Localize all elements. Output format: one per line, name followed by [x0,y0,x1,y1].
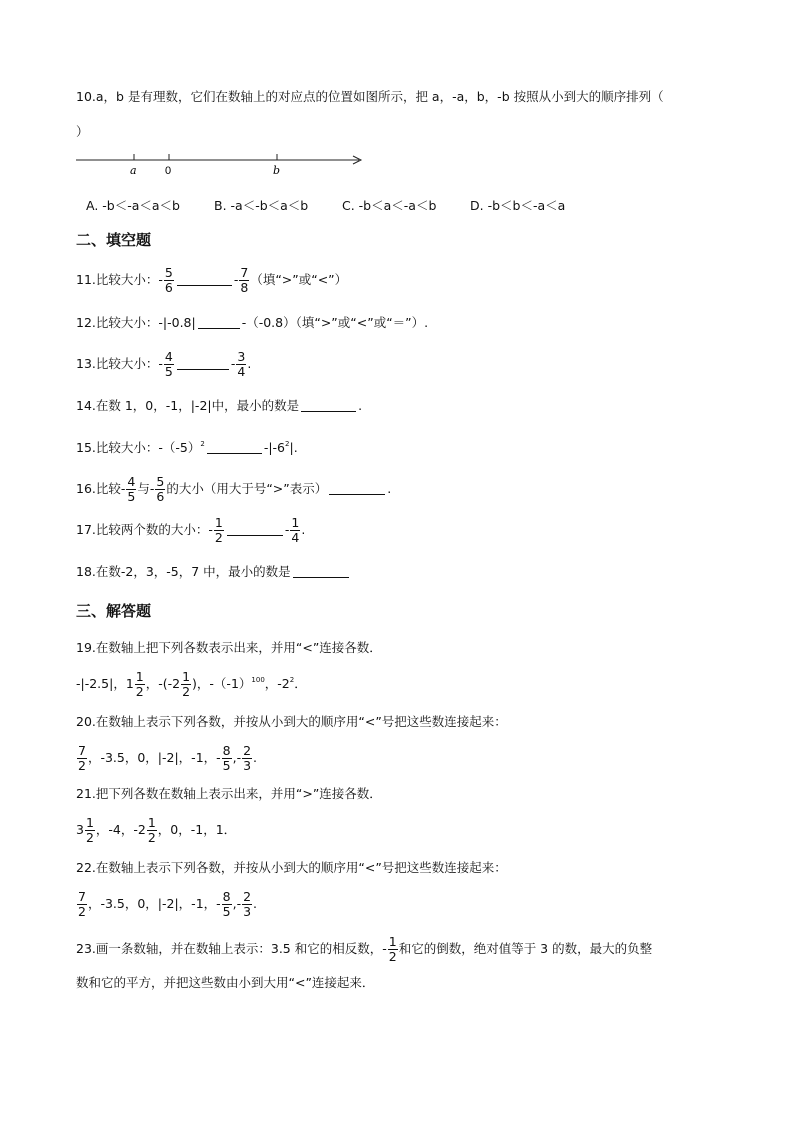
question-23-line-2: 数和它的平方，并把这些数由小到大用“<”连接起来． [76,975,375,990]
q17-suffix: . [301,521,306,537]
q15-prefix: 15.比较大小：-（-5） [76,440,201,455]
q19-exponent-2: 2 [289,675,295,684]
q16-f1-den: 5 [127,488,136,504]
q20-f2-den: 5 [222,757,231,773]
q19-f2-den: 2 [182,683,191,699]
q16-mid: 与- [137,480,155,496]
question-17 [76,516,305,545]
q13-f1-num: 4 [164,349,173,364]
section-3-title: 三、解答题 [76,602,152,620]
q13-fraction-2 [236,350,246,379]
q16-end: . [387,480,392,496]
question-21-numbers [76,816,236,845]
q12-prefix: 12.比较大小：-|-0.8| [76,315,196,330]
q16-answer-blank[interactable] [329,493,385,495]
q19-f2-num: 1 [182,669,191,684]
q16-fraction-2 [155,475,165,504]
option-b: B. -a＜-b＜a＜b [214,198,309,213]
q20-part-1: ，-3.5，0，|-2|，-1，- [87,749,221,765]
q19-f1-num: 1 [135,669,144,684]
q11-f2-den: 8 [240,279,249,295]
q15-mid: -|-6 [263,440,286,455]
q19-part-4: ，-2 [264,675,290,691]
q21-f2-den: 2 [147,829,156,845]
number-line-figure [76,148,376,178]
q22-f2-num: 8 [222,889,231,904]
question-16 [76,475,391,504]
q21-f1-den: 2 [85,829,94,845]
question-20-numbers [76,744,257,773]
option-a: A. -b＜-a＜a＜b [86,198,180,213]
q21-fraction-2 [147,816,157,845]
q20-part-2: ,- [232,749,242,765]
q12-answer-blank[interactable] [198,327,240,329]
option-d: D. -b＜b＜-a＜a [470,198,566,213]
q18-prefix: 18.在数-2，3，-5，7 中，最小的数是 [76,564,291,579]
q11-fraction-1 [164,266,174,295]
q13-prefix: 13.比较大小：- [76,355,163,371]
q21-f1-num: 1 [85,815,94,830]
q11-f1-den: 6 [164,279,173,295]
q20-f2-num: 8 [222,743,231,758]
q22-part-3: . [253,895,258,911]
question-11 [76,266,347,295]
question-22-numbers [76,890,257,919]
q20-part-3: . [253,749,258,765]
q11-fraction-2 [239,266,249,295]
q17-f2-den: 4 [291,529,300,545]
question-22-stem: 22.在数轴上表示下列各数，并按从小到大的顺序用“<”号把这些数连接起来： [76,860,507,875]
option-c: C. -b＜a＜-a＜b [342,198,437,213]
q19-exponent-1: 100 [251,675,265,684]
q13-f2-num: 3 [237,349,246,364]
q22-part-2: ,- [232,895,242,911]
q22-f1-num: 7 [78,889,86,904]
q21-part-1: 3 [76,821,84,837]
question-18 [76,566,351,579]
q22-f3-den: 3 [243,903,252,919]
q22-f1-den: 2 [78,903,86,919]
q21-part-2: ，-4，-2 [95,821,146,837]
question-20-stem: 20.在数轴上表示下列各数，并按从小到大的顺序用“<”号把这些数连接起来： [76,714,507,729]
q14-prefix: 14.在数 1，0，-1，|-2|中，最小的数是 [76,398,300,413]
label-zero: 0 [165,165,172,177]
q17-f1-num: 1 [214,515,223,530]
q14-answer-blank[interactable] [301,410,356,412]
q13-f2-den: 4 [237,363,246,379]
q15-exponent-1: 2 [200,440,205,448]
q20-f1-num: 7 [78,743,86,758]
q19-fraction-2 [181,670,191,699]
q19-part-3: )，-（-1） [192,675,252,691]
q18-answer-blank[interactable] [293,576,349,578]
q11-mid: - [233,271,239,287]
question-10-stem-end: ） [76,124,89,139]
q16-suffix: 的大小（用大于号“>”表示） [166,480,328,496]
question-10-stem: 10.a，b 是有理数，它们在数轴上的对应点的位置如图所示，把 a，-a，b，-b 按照从小到大的顺序排列（ [76,89,664,104]
q16-f1-num: 4 [127,474,136,489]
question-19-stem: 19.在数轴上把下列各数表示出来，并用“<”连接各数． [76,640,382,655]
q20-fraction-2 [222,744,232,773]
question-13 [76,350,251,379]
q20-f3-den: 3 [243,757,252,773]
q22-f3-num: 2 [243,889,252,904]
q17-fraction-1 [214,516,224,545]
q22-fraction-2 [222,890,232,919]
q17-prefix: 17.比较两个数的大小：- [76,521,213,537]
q11-f1-num: 5 [164,265,173,280]
q16-f2-num: 5 [156,474,165,489]
q14-suffix: . [358,398,363,413]
q23-f-num: 1 [388,934,397,949]
q11-suffix: （填“>”或“<”） [250,271,348,287]
q12-suffix: -（-0.8）（填“>”或“<”或“＝”）. [241,315,429,330]
section-2-title: 二、填空题 [76,231,152,249]
label-a: a [130,164,137,177]
q15-answer-blank[interactable] [207,452,262,454]
question-14 [76,400,362,413]
q11-f2-num: 7 [240,265,249,280]
q20-fraction-1 [77,744,87,773]
q19-f1-den: 2 [135,683,144,699]
q13-fraction-1 [164,350,174,379]
q15-exponent-2: 2 [285,440,290,448]
q11-answer-blank[interactable] [177,284,232,286]
q13-f1-den: 5 [164,363,173,379]
q17-answer-blank[interactable] [227,534,283,536]
q17-f2-num: 1 [291,515,300,530]
q21-fraction-1 [85,816,95,845]
q13-answer-blank[interactable] [177,368,229,370]
q15-suffix: |. [289,440,298,455]
q13-mid: - [230,355,236,371]
q23-fraction [388,935,398,964]
question-19-numbers [76,670,307,699]
q16-f2-den: 6 [156,488,165,504]
q21-f2-num: 1 [147,815,156,830]
q20-fraction-3 [242,744,252,773]
q19-part-1: -|-2.5|，1 [76,675,134,691]
q19-part-2: ，-(-2 [145,675,181,691]
q16-prefix: 16.比较- [76,480,126,496]
q19-fraction-1 [135,670,145,699]
q20-f1-den: 2 [78,757,86,773]
q23-part-1: 23.画一条数轴，并在数轴上表示：3.5 和它的相反数，- [76,940,387,956]
q23-part-2: 和它的倒数，绝对值等于 3 的数，最大的负整 [398,940,653,956]
q13-suffix: . [247,355,252,371]
q22-fraction-1 [77,890,87,919]
question-23-line-1 [76,935,652,964]
q22-fraction-3 [242,890,252,919]
label-b: b [273,164,281,177]
question-15 [76,441,298,455]
q22-part-1: ，-3.5，0，|-2|，-1，- [87,895,221,911]
q22-f2-den: 5 [222,903,231,919]
q17-fraction-2 [290,516,300,545]
q17-mid: - [284,521,290,537]
q17-f1-den: 2 [214,529,223,545]
q11-prefix: 11.比较大小：- [76,271,163,287]
q23-f-den: 2 [388,948,397,964]
question-12 [76,317,428,330]
question-21-stem: 21.把下列各数在数轴上表示出来，并用“>”连接各数． [76,786,382,801]
q21-part-3: ，0，-1，1． [157,821,237,837]
q20-f3-num: 2 [243,743,252,758]
q19-part-5: ． [294,675,307,691]
q16-fraction-1 [126,475,136,504]
